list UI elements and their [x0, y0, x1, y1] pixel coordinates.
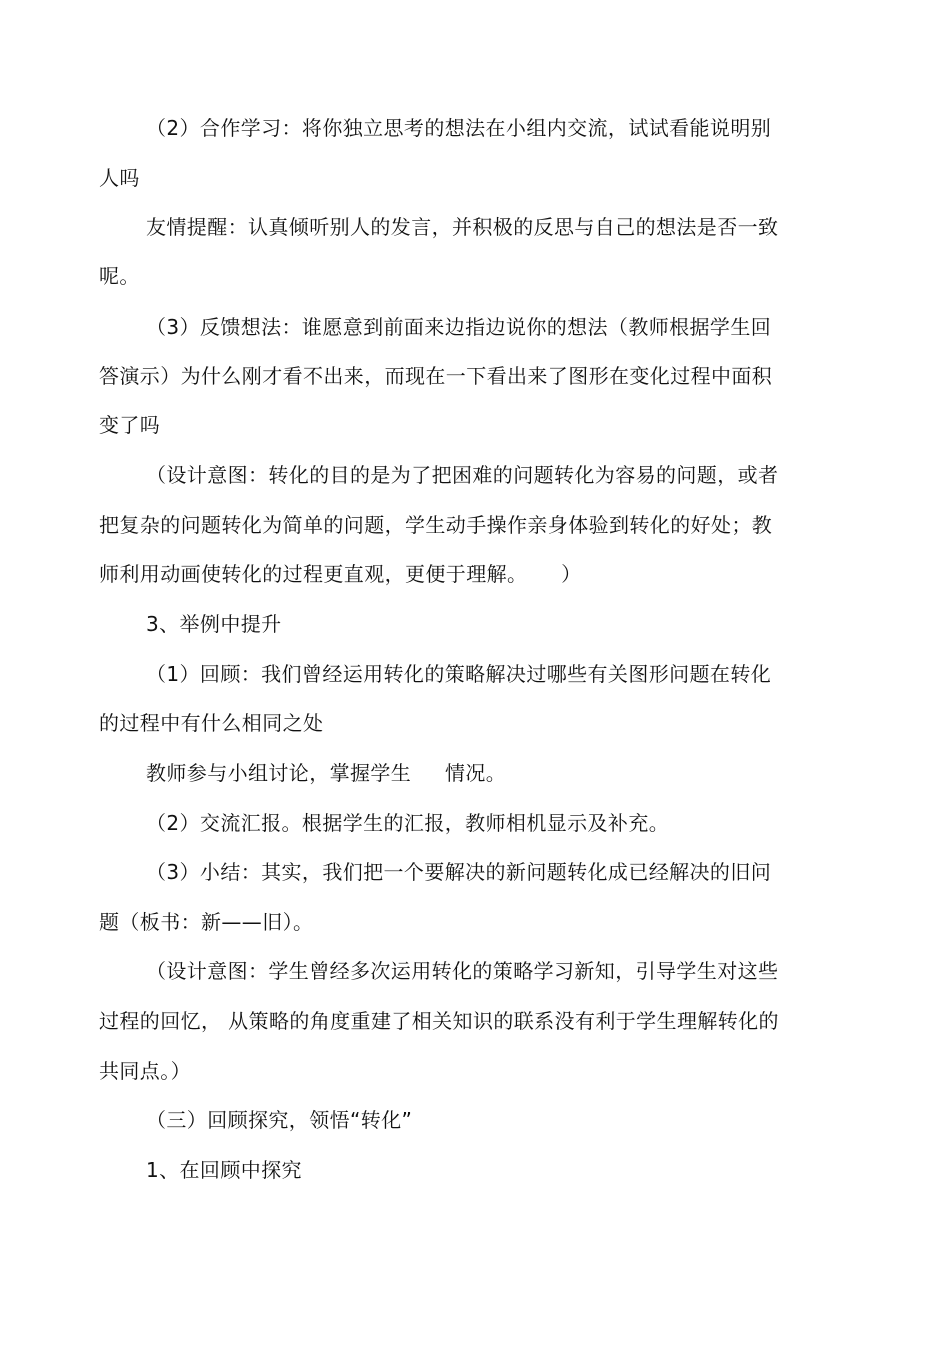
paragraph-line: 教师参与小组讨论，掌握学生 情况。 [146, 761, 507, 785]
paragraph-line: 友情提醒：认真倾听别人的发言，并积极的反思与自己的想法是否一致 [146, 215, 779, 239]
paragraph-line: 共同点。） [99, 1059, 191, 1083]
section-heading: （三）回顾探究，领悟“转化” [146, 1108, 413, 1132]
paragraph-line: 的过程中有什么相同之处 [99, 711, 324, 735]
paragraph-line: （设计意图：学生曾经多次运用转化的策略学习新知，引导学生对这些 [146, 959, 779, 983]
paragraph-line: 人吗 [99, 166, 140, 190]
paragraph-line: 过程的回忆， 从策略的角度重建了相关知识的联系没有利于学生理解转化的 [99, 1009, 779, 1033]
paragraph-line: （2）合作学习：将你独立思考的想法在小组内交流，试试看能说明别 [146, 116, 772, 140]
section-heading: 3、举例中提升 [146, 612, 282, 636]
paragraph-line: 变了吗 [99, 413, 161, 437]
section-heading: 1、在回顾中探究 [146, 1158, 302, 1182]
paragraph-line: 把复杂的问题转化为简单的问题，学生动手操作亲身体验到转化的好处；教 [99, 513, 773, 537]
paragraph-line: （3）反馈想法：谁愿意到前面来边指边说你的想法（教师根据学生回 [146, 315, 772, 339]
paragraph-line: 师利用动画使转化的过程更直观，更便于理解。 ） [99, 562, 582, 586]
paragraph-line: 呢。 [99, 264, 140, 288]
paragraph-line: 答演示）为什么刚才看不出来，而现在一下看出来了图形在变化过程中面积 [99, 364, 773, 388]
paragraph-line: （3）小结：其实，我们把一个要解决的新问题转化成已经解决的旧问 [146, 860, 772, 884]
paragraph-line: （1）回顾：我们曾经运用转化的策略解决过哪些有关图形问题在转化 [146, 662, 772, 686]
paragraph-line: 题（板书：新——旧）。 [99, 910, 314, 934]
paragraph-line: （设计意图：转化的目的是为了把困难的问题转化为容易的问题，或者 [146, 463, 779, 487]
paragraph-line: （2）交流汇报。根据学生的汇报，教师相机显示及补充。 [146, 811, 670, 835]
